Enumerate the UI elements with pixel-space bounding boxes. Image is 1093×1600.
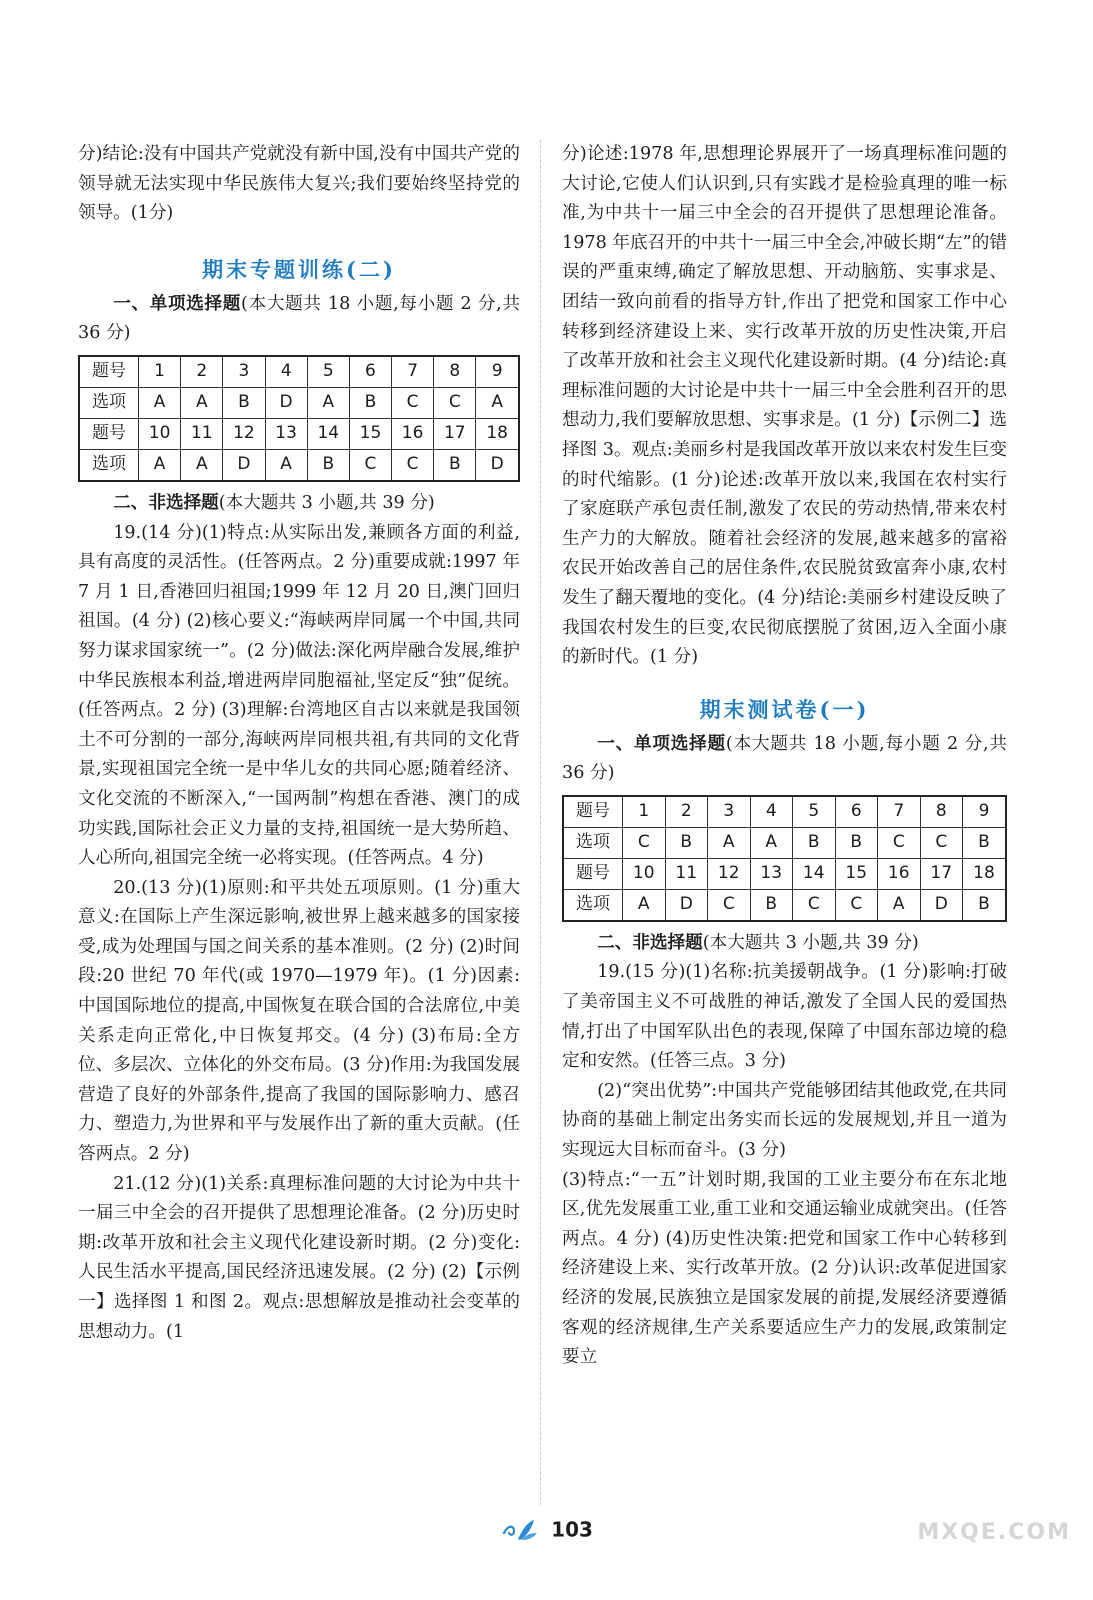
table-cell: A bbox=[708, 827, 751, 858]
answer-q21: 21.(12 分)(1)关系:真理标准问题的大讨论为中共十一届三中全会的召开提供了思想理论准备。(2 分)历史时期:改革开放和社会主义现代化建设新时期。(2 分)变化:人民生活水平提高,国民经济迅速发展。(2 分) (2)【示例一】选择图 1 和图 2。观点:思想解放是推动社会变革的思想动力。(1 bbox=[78, 1173, 520, 1342]
nonmc-note: (本大题共 3 小题,共 39 分) bbox=[218, 492, 435, 513]
mc-heading: 一、单项选择题 bbox=[597, 732, 726, 754]
table-cell: 14 bbox=[307, 418, 349, 449]
answer-table-left bbox=[78, 355, 520, 482]
table-row bbox=[563, 889, 1006, 921]
table-cell: 13 bbox=[265, 418, 307, 449]
nonmc-heading-line bbox=[562, 928, 1007, 959]
nonmc-heading: 二、非选择题 bbox=[597, 931, 703, 953]
table-cell: B bbox=[963, 827, 1007, 858]
table-cell: 11 bbox=[665, 858, 708, 889]
table-cell: C bbox=[708, 889, 751, 921]
table-cell: A bbox=[181, 387, 223, 418]
table-row bbox=[563, 827, 1006, 858]
table-cell: 4 bbox=[265, 356, 307, 388]
table-cell: A bbox=[750, 827, 793, 858]
table-cell: 7 bbox=[392, 356, 434, 388]
table-cell: 12 bbox=[223, 418, 265, 449]
table-cell: 3 bbox=[708, 796, 751, 828]
column-divider bbox=[540, 140, 541, 1505]
table-cell: 选项 bbox=[563, 889, 623, 921]
table-cell: 2 bbox=[665, 796, 708, 828]
table-row bbox=[563, 796, 1006, 828]
table-cell: C bbox=[623, 827, 666, 858]
table-cell: 11 bbox=[181, 418, 223, 449]
table-cell: 10 bbox=[139, 418, 181, 449]
table-cell: 题号 bbox=[563, 796, 623, 828]
table-cell: C bbox=[835, 889, 878, 921]
table-cell: B bbox=[223, 387, 265, 418]
table-cell: B bbox=[835, 827, 878, 858]
table-cell: 17 bbox=[920, 858, 963, 889]
watermark-text: MXQE.COM bbox=[917, 1520, 1071, 1545]
nonmc-heading-line bbox=[78, 488, 520, 519]
table-cell: A bbox=[139, 449, 181, 481]
table-cell: A bbox=[476, 387, 519, 418]
table-cell: D bbox=[265, 387, 307, 418]
table-cell: 17 bbox=[434, 418, 476, 449]
mc-note: (本大题共 18 小题,每小题 2 分,共 36 分) bbox=[78, 293, 520, 344]
table-row bbox=[79, 356, 519, 388]
table-cell: 8 bbox=[920, 796, 963, 828]
table-cell: 1 bbox=[139, 356, 181, 388]
table-cell: A bbox=[181, 449, 223, 481]
table-cell: D bbox=[665, 889, 708, 921]
table-cell: B bbox=[349, 387, 391, 418]
table-cell: 1 bbox=[623, 796, 666, 828]
table-cell: 16 bbox=[878, 858, 921, 889]
table-cell: 题号 bbox=[79, 418, 139, 449]
table-cell: 5 bbox=[307, 356, 349, 388]
table-cell: 16 bbox=[392, 418, 434, 449]
table-cell: C bbox=[392, 449, 434, 481]
table-cell: C bbox=[434, 387, 476, 418]
table-cell: 13 bbox=[750, 858, 793, 889]
table-cell: D bbox=[920, 889, 963, 921]
table-cell: B bbox=[963, 889, 1007, 921]
table-cell: 9 bbox=[963, 796, 1007, 828]
table-cell: 10 bbox=[623, 858, 666, 889]
answer-table-right bbox=[562, 795, 1007, 922]
answer-q19-part1: 19.(15 分)(1)名称:抗美援朝战争。(1 分)影响:打破了美帝国主义不可战胜的神话,激发了全国人民的爱国热情,打出了中国军队出色的表现,保障了中国东部边境的稳定和安然。(任答三点。3 分) bbox=[562, 962, 1007, 1072]
table-row bbox=[79, 418, 519, 449]
table-cell: D bbox=[223, 449, 265, 481]
table-row bbox=[79, 449, 519, 481]
table-cell: 3 bbox=[223, 356, 265, 388]
table-cell: 选项 bbox=[79, 387, 139, 418]
table-row bbox=[79, 387, 519, 418]
right-column bbox=[562, 140, 1007, 1373]
table-cell: C bbox=[878, 827, 921, 858]
table-cell: C bbox=[349, 449, 391, 481]
table-cell: C bbox=[392, 387, 434, 418]
section-title-zhuanti: 期末专题训练(二) bbox=[202, 256, 396, 282]
table-cell: D bbox=[476, 449, 519, 481]
table-cell: C bbox=[920, 827, 963, 858]
table-cell: 7 bbox=[878, 796, 921, 828]
table-cell: 15 bbox=[835, 858, 878, 889]
table-cell: B bbox=[793, 827, 836, 858]
table-cell: 8 bbox=[434, 356, 476, 388]
nonmc-note: (本大题共 3 小题,共 39 分) bbox=[702, 932, 919, 953]
table-cell: 15 bbox=[349, 418, 391, 449]
table-cell: A bbox=[878, 889, 921, 921]
table-cell: 选项 bbox=[563, 827, 623, 858]
table-cell: 选项 bbox=[79, 449, 139, 481]
left-column bbox=[78, 140, 520, 1347]
table-cell: 6 bbox=[835, 796, 878, 828]
mc-heading: 一、单项选择题 bbox=[113, 292, 242, 314]
answer-q20: 20.(13 分)(1)原则:和平共处五项原则。(1 分)重大意义:在国际上产生深远影响,被世界上越来越多的国家接受,成为处理国与国之间关系的基本准则。(2 分) (2)时间段:20 世纪 70 年代(或 1970—1979 年)。(1 分)因素:中国国际地位的提高,中国恢复在联合国的合法席位,中美关系走向正常化,中日恢复邦交。(4 分) (3)布局:全方位、多层次、立体化的外交布局。(3 分)作用:为我国发展营造了良好的外部条件,提高了我国的国际影响力、感召力、塑造力,为世界和平与发展作出了新的重大贡献。(任答两点。2 分) bbox=[78, 877, 520, 1165]
table-cell: 18 bbox=[963, 858, 1007, 889]
table-cell: C bbox=[793, 889, 836, 921]
answer-q19: 19.(14 分)(1)特点:从实际出发,兼顾各方面的利益,具有高度的灵活性。(任答两点。2 分)重要成就:1997 年 7 月 1 日,香港回归祖国;1999 年 12 月 20 日,澳门回归祖国。(4 分) (2)核心要义:“海峡两岸同属一个中国,共同努力谋求国家统一”。(2 分)做法:深化两岸融合发展,维护中华民族根本利益,增进两岸同胞福祉,坚定反“独”促统。(任答两点。2 分) (3)理解:台湾地区自古以来就是我国领土不可分割的一部分,海峡两岸同根共祖,有共同的文化背景,实现祖国完全统一是中华儿女的共同心愿;随着经济、文化交流的不断深入,“一国两制”构想在香港、澳门的成功实践,国际社会正义力量的支持,祖国统一是大势所趋、人心所向,祖国完全统一必将实现。(任答两点。4 分) bbox=[78, 522, 520, 869]
section-title-ceshi: 期末测试卷(一) bbox=[699, 696, 870, 722]
table-row bbox=[563, 858, 1006, 889]
table-cell: B bbox=[307, 449, 349, 481]
page-number: 103 bbox=[551, 1517, 593, 1542]
table-cell: 2 bbox=[181, 356, 223, 388]
table-cell: A bbox=[623, 889, 666, 921]
table-cell: 题号 bbox=[79, 356, 139, 388]
answer-q19-part2: (2)“突出优势”:中国共产党能够团结其他政党,在共同协商的基础上制定出务实而长远的发展规划,并且一道为实现远大目标而奋斗。(3 分) bbox=[562, 1080, 1007, 1161]
right-continuation: 分)论述:1978 年,思想理论界展开了一场真理标准问题的大讨论,它使人们认识到,只有实践才是检验真理的唯一标准,为中共十一届三中全会的召开提供了思想理论准备。1978 年底召开的中共十一届三中全会,冲破长期“左”的错误的严重束缚,确定了解放思想、开动脑筋、实事求是、团结一致向前看的指导方针,作出了把党和国家工作中心转移到经济建设上来、实行改革开放的历史性决策,开启了改革开放和社会主义现代化建设新时期。(4 分)结论:真理标准问题的大讨论是中共十一届三中全会胜利召开的思想动力,我们要解放思想、实事求是。(1 分)【示例二】选择图 3。观点:美丽乡村是我国改革开放以来农村发生巨变的时代缩影。(1 分)论述:改革开放以来,我国在农村实行了家庭联产承包责任制,激发了农民的劳动热情,带来农村生产力的大解放。随着社会经济的发展,越来越多的富裕农民开始改善自己的居住条件,农民脱贫致富奔小康,农村发生了翻天覆地的变化。(4 分)结论:美丽乡村建设反映了我国农村发生的巨变,农民彻底摆脱了贫困,迈入全面小康的新时代。(1 分) bbox=[562, 144, 1007, 668]
publisher-logo-icon bbox=[500, 1517, 540, 1547]
mc-note: (本大题共 18 小题,每小题 2 分,共 36 分) bbox=[562, 733, 1007, 784]
table-cell: 18 bbox=[476, 418, 519, 449]
table-cell: A bbox=[265, 449, 307, 481]
table-cell: B bbox=[750, 889, 793, 921]
table-cell: B bbox=[434, 449, 476, 481]
table-cell: A bbox=[307, 387, 349, 418]
table-cell: 题号 bbox=[563, 858, 623, 889]
table-cell: 5 bbox=[793, 796, 836, 828]
mc-heading-line bbox=[562, 729, 1007, 789]
answer-q19-part3: (3)特点:“一五”计划时期,我国的工业主要分布在东北地区,优先发展重工业,重工业和交通运输业成就突出。(任答两点。4 分) (4)历史性决策:把党和国家工作中心转移到经济建设上来、实行改革开放。(2 分)认识:改革促进国家经济的发展,民族独立是国家发展的前提,发展经济要遵循客观的经济规律,生产关系要适应生产力的发展,政策制定要立 bbox=[562, 1169, 1007, 1368]
table-cell: A bbox=[139, 387, 181, 418]
table-cell: 6 bbox=[349, 356, 391, 388]
nonmc-heading: 二、非选择题 bbox=[113, 491, 219, 513]
table-cell: 12 bbox=[708, 858, 751, 889]
watermark-logo bbox=[917, 1520, 1071, 1545]
table-cell: B bbox=[665, 827, 708, 858]
left-intro: 分)结论:没有中国共产党就没有新中国,没有中国共产党的领导就无法实现中华民族伟大复兴;我们要始终坚持党的领导。(1分) bbox=[78, 144, 520, 224]
table-cell: 14 bbox=[793, 858, 836, 889]
mc-heading-line bbox=[78, 289, 520, 349]
table-cell: 4 bbox=[750, 796, 793, 828]
table-cell: 9 bbox=[476, 356, 519, 388]
